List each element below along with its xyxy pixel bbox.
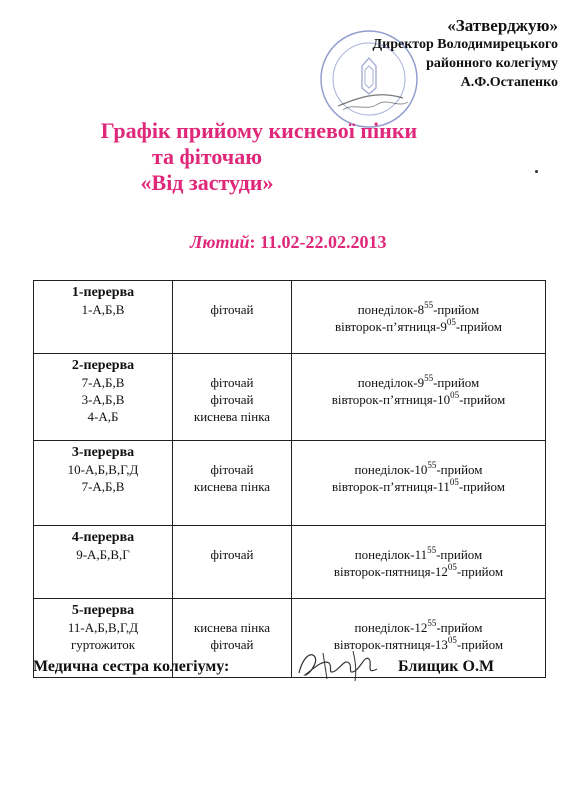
times-cell	[292, 526, 546, 599]
groups-cell	[34, 526, 173, 599]
drink-item: фіточай	[210, 392, 254, 407]
table-row	[34, 526, 546, 599]
schedule-table	[33, 280, 546, 678]
drinks-cell	[173, 526, 292, 599]
groups-cell	[34, 354, 173, 441]
break-label: 1-перерва	[71, 285, 135, 300]
drink-item: фіточай	[210, 637, 254, 652]
time-item: понеділок-$12^{55}$-прийом	[354, 617, 483, 635]
approval-institution: районного колегіуму	[426, 56, 558, 71]
times-cell	[292, 441, 546, 526]
group-item: 3-А,Б,В	[81, 392, 125, 407]
approval-director-name: А.Ф.Остапенко	[460, 75, 558, 90]
group-item: 4-А,Б	[87, 409, 119, 424]
table-row	[34, 441, 546, 526]
time-item: вівторок-$п’ятниця-9^{05}$-прийом	[334, 316, 503, 334]
break-label: 2-перерва	[71, 358, 135, 373]
times-cell	[292, 281, 546, 354]
group-item: гуртожиток	[70, 637, 136, 652]
time-item: вівторок-$пятниця-12^{05}$-прийом	[333, 561, 504, 579]
drink-item: фіточай	[210, 547, 254, 562]
groups-cell	[34, 441, 173, 526]
title-line-3: «Від застуди»	[140, 170, 274, 195]
time-item: понеділок-$8^{55}$-прийом	[357, 299, 480, 317]
times-cell	[292, 354, 546, 441]
drink-item: киснева пінка	[193, 409, 271, 424]
group-item: 7-А,Б,В	[81, 375, 125, 390]
nurse-role-label: Медична сестра колегіуму:	[33, 658, 230, 675]
schedule-period	[190, 232, 387, 253]
group-item: 10-А,Б,В,Г,Д	[67, 462, 139, 477]
drink-item: фіточай	[210, 375, 254, 390]
official-stamp-icon	[318, 28, 420, 130]
document-title	[0, 118, 574, 196]
drinks-cell	[173, 354, 292, 441]
time-item: вівторок-$п’ятниця-11^{05}$-прийом	[331, 476, 506, 494]
drinks-cell	[173, 281, 292, 354]
drinks-cell	[173, 441, 292, 526]
drink-item: фіточай	[210, 302, 254, 317]
drink-item: киснева пінка	[193, 479, 271, 494]
title-line-2: та фіточаю	[151, 144, 263, 169]
group-item: 1-А,Б,В	[81, 302, 125, 317]
period-range: : 11.02-22.02.2013	[249, 232, 387, 252]
time-item: понеділок-$10^{55}$-прийом	[354, 459, 483, 477]
groups-cell	[34, 281, 173, 354]
time-item: вівторок-$пятниця-13^{05}$-прийом	[333, 634, 504, 652]
period-month: Лютий	[190, 232, 250, 252]
title-line-1: Графік прийому кисневої пінки	[100, 118, 418, 143]
table-row	[34, 281, 546, 354]
handwritten-signature-icon	[293, 645, 388, 685]
break-label: 3-перерва	[71, 445, 135, 460]
group-item: 7-А,Б,В	[81, 479, 125, 494]
group-item: 9-А,Б,В,Г	[76, 547, 130, 562]
approval-heading: «Затверджую»	[447, 16, 558, 35]
drink-item: киснева пінка	[193, 620, 271, 635]
approval-position: Директор Володимирецького	[372, 37, 558, 52]
group-item: 11-А,Б,В,Г,Д	[67, 620, 139, 635]
time-item: вівторок-$п’ятниця-10^{05}$-прийом	[331, 389, 506, 407]
time-item: понеділок-$9^{55}$-прийом	[357, 372, 480, 390]
time-item: понеділок-$11^{55}$-прийом	[354, 544, 483, 562]
break-label: 5-перерва	[71, 603, 135, 618]
table-row	[34, 354, 546, 441]
drink-item: фіточай	[210, 462, 254, 477]
break-label: 4-перерва	[71, 530, 135, 545]
nurse-name: Блищик О.М	[398, 658, 495, 675]
